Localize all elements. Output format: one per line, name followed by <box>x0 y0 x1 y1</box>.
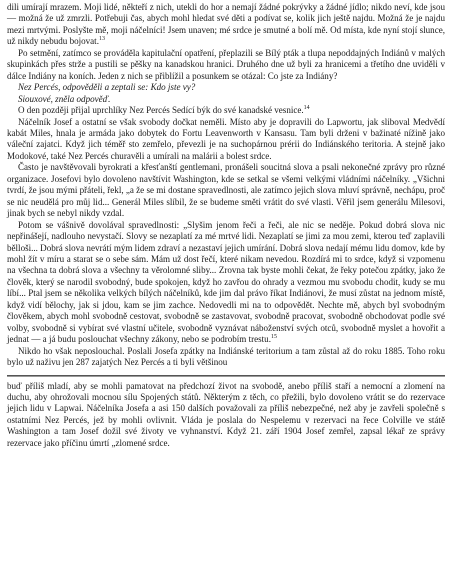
footnote-ref: 13 <box>98 36 105 43</box>
paragraph-escape: Po setmění, zatímco se prováděla kapitulační opatření, přeplazili se Bílý pták a tlupa nepoddajných Indiánů v malých skupinkách přes strže a pustili se pěšky na kanadskou hranici. Druhého dne už byli za hranicemi a třetího dne uviděli v dálce Indiány na koních. Jeden z nich se přiblížil a posunkem se otázal: Co jste za Indiány? <box>7 47 445 81</box>
paragraph-justice-speech: Potom se vášnivě dovolával spravedlnosti: „Slyšim jenom řeči a řeči, ale nic se neděje. Pokud dobrá slova nic nepřinášejí, nadlouho nevystačí. Slovy se nezaplatí za mé mrtvé lidi. Nezaplatí se jimi za mou zemi, kterou teď zaplavili bělloši... Dobrá slova nevrátí mým lidem zdraví a nezastaví jejich umírání. Dobrá slova nedají mému lidu domov, kde by mohl žít v míru a starat se o sebe sám. Mám už dost řečí, které nikam nevedou. Rozdírá mi to srdce, když si vzpomenu na všechna ta dobrá slova a všechny ta věrolomné sliby... Zrovna tak byste mohli čekat, že řeky potečou zpátky, jako že člověk, který se narodil svobodný, bude spokojen, když ho zavřou do ohrady a vezmou mu svobodu chodit, kudy se mu líbí... Ptal jsem se několika velkých bílých náčelníků, kde jim dal právo říkat Indiánovi, že musí zůstat na jednom místě, když vidí bělochy, jak si jdou, kam se jim zachce. Nedovedli mi na to odpovědět. Nechte mě, abych byl svobodným člověkem, abych mohl svobodně cestovat, svobodně se zastavovat, svobodně pracovat, svobodně obchodovat podle své volby, svobodně si vybírat své vlastní učitele, svobodně vyznávat náboženství svých otců, svobodně myslet a hovořit a jednat — a já budu poslouchat všechny zákony, nebo se podrobím trestu.$^{15}$ <box>7 219 445 345</box>
main-text <box>7 2 445 449</box>
paragraph-sitting-bull: O den později přijal uprchlíky Nez Percés Sedící býk do své kanadské vesnice.$^{14}$ <box>18 105 310 116</box>
footnote-ref: 14 <box>303 105 310 112</box>
paragraph-continuation: buď příliš mladí, aby se mohli pamatovat na předchozí život na svobodě, anebo příliš staří a nemocní a zlomení na duchu, aby ohrožovali mocnou sílu Spojených států. Některým z těch, co přežili, bylo dovoleno vrátit se do rezervace jejich lidu v Lapwai. Náčelníka Josefa a asi 150 dalších považovali za příliš nebezpečné, než aby je zavřeli společně s ostatními Nez Percés, jež by mohli ovlivnit. Vláda je poslala do Nespelemu v rezervaci na řece Colville ve státě Washington a tam Josef dožil své životy ve vyhnanství. Když 21. září 1904 Josef zemřel, zapsal lékař ze správy rezervace jako příčinu úmrtí „zlomené srdce. <box>7 380 445 448</box>
footnote-ref: 15 <box>270 334 277 341</box>
page-break-rule <box>7 375 445 377</box>
paragraph-reply-sioux: Siouxové, zněla odpověď. <box>18 93 111 104</box>
paragraph-washington: Často je navštěvovali byrokrati a křesťanští gentlemani, pronášeli soucitná slova a psali nekonečné zprávy pro různé organizace. Josefovi bylo dovoleno navštívit Washington, kde se setkal se všemi velkými vládními náčelníky. „Všichni tvrdí, že jsou mými přáteli, řekl, „a že se mi dostane spravedlnosti, ale zatímco jejich slova mluví správně, nechápu, proč se nic neudělá pro můj lid... Generál Miles slíbil, že se budeme směti vrátit do své vlasti. Věřil jsem generálu Milesovi, jinak bych se nebyl nikdy vzdal. <box>7 162 445 219</box>
paragraph-nobody-listened: Nikdo ho však neposlouchal. Poslali Josefa zpátky na Indiánské teritorium a tam zůstal až do roku 1885. Toho roku bylo už naživu jen 287 zajatých Nez Percés a ti byli většinou <box>7 345 445 368</box>
paragraph-josef-speech-end: dili umírají mrazem. Moji lidé, někteří z nich, utekli do hor a nemají žádné pokrývky a žádné jídlo; nikdo neví, kde jsou — možná že už zmrzli. Potřebuji čas, abych mohl hledat své děti a podívat se, kolik jich ještě najdu. Možná že je najdu mezi mrtvými. Poslyšte mě, moji náčelníci! Jsem unaven; mé srdce je smutné a bolí mě. Od místa, kde nyní stojí slunce, už nikdy nebudu bojovat.$^{13}$ <box>7 2 445 47</box>
paragraph-reply-nez-perces: Nez Percés, odpověděli a zeptali se: Kdo jste vy? <box>18 82 196 93</box>
paragraph-leavenworth: Náčelník Josef a ostatní se však svobody dočkat neměli. Místo aby je dopravili do Lapwortu, jak sliboval Medvědí kabát Miles, hnala je armáda jako dobytek do Fortu Leavenworth v Kansasu. Tam byli drženi v bažinaté nížině jako váleční zajatci. Když jich téměř sto zemřelo, převezli je na suchopárnou prérii do Indiánského teritoria. A stejně jako Modokové, také Nez Percés churavěli a umírali na malárii a bolest srdce. <box>7 116 445 161</box>
